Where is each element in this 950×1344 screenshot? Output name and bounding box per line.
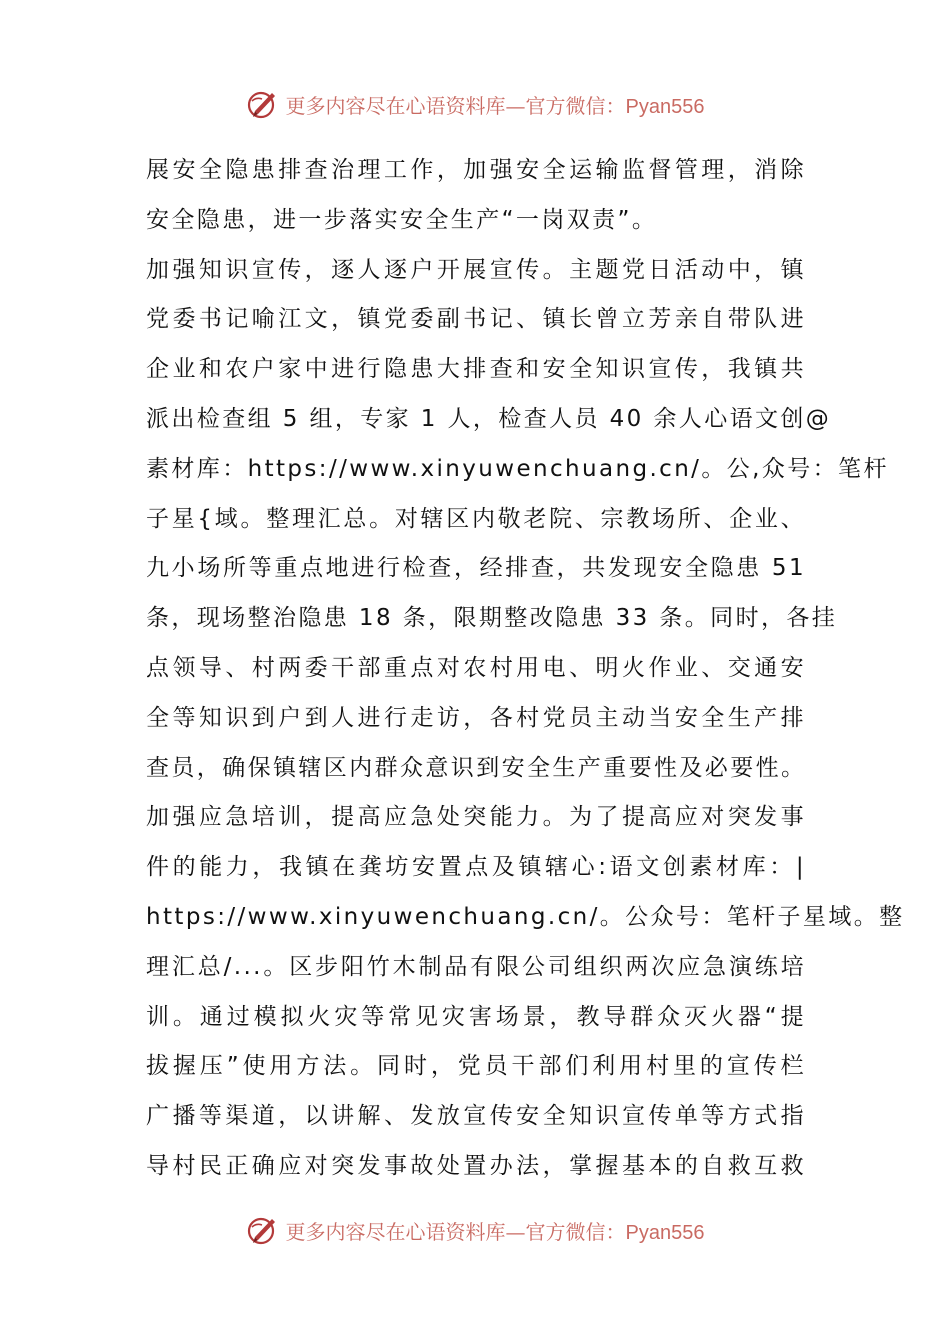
footer-banner-text [286, 1216, 705, 1245]
text-line: 党委书记喻江文，镇党委副书记、镇长曾立芳亲自带队进 [146, 306, 806, 333]
pen-logo-icon [246, 87, 280, 121]
header-banner [0, 84, 950, 124]
text-line: 展安全隐患排查治理工作，加强安全运输监督管理，消除 [146, 157, 806, 183]
text-line: 导村民正确应对突发事故处置办法，掌握基本的自救互救 [146, 1152, 806, 1179]
text-line: 广播等渠道，以讲解、发放宣传安全知识宣传单等方式指 [146, 1103, 806, 1130]
text-line: 理汇总/...。区步阳竹木制品有限公司组织两次应急演练培 [146, 953, 806, 980]
text-line: 安全隐患，进一步落实安全生产“一岗双责”。 [146, 206, 658, 233]
footer-banner [0, 1210, 950, 1250]
footer-banner-handle: Pyan556 [625, 1221, 705, 1244]
header-banner-label: 更多内容尽在心语资料库—官方微信： [285, 93, 626, 118]
header-banner-text [286, 90, 705, 119]
text-line: 点领导、村两委干部重点对农村用电、明火作业、交通安 [146, 654, 806, 681]
document-body [146, 146, 905, 1192]
text-line: 企业和农户家中进行隐患大排查和安全知识宣传，我镇共 [146, 356, 806, 383]
footer-banner-label: 更多内容尽在心语资料库—官方微信： [285, 1219, 626, 1244]
text-line: 素材库：https://www.xinyuwenchuang.cn/。公,众号：笔杆 [146, 455, 889, 482]
text-line: 派出检查组 5 组，专家 1 人，检查人员 40 余人心语文创@ [146, 405, 832, 432]
text-line: 拔握压”使用方法。同时，党员干部们利用村里的宣传栏 [146, 1053, 806, 1080]
text-line: 加强知识宣传，逐人逐户开展宣传。主题党日活动中，镇 [146, 256, 806, 283]
text-line: 件的能力，我镇在龚坊安置点及镇辖心:语文创素材库：| [146, 854, 806, 881]
text-line: https://www.xinyuwenchuang.cn/。公众号：笔杆子星域。整 [146, 903, 905, 930]
text-line: 条，现场整治隐患 18 条，限期整改隐患 33 条。同时，各挂 [146, 605, 838, 632]
text-line: 九小场所等重点地进行检查，经排查，共发现安全隐患 51 [146, 555, 806, 582]
text-line: 全等知识到户到人进行走访，各村党员主动当安全生产排 [146, 704, 806, 731]
pen-logo-icon [246, 1213, 280, 1247]
text-line: 加强应急培训，提高应急处突能力。为了提高应对突发事 [146, 804, 806, 831]
text-line: 训。通过模拟火灾等常见灾害场景，教导群众灭火器“提 [146, 1003, 806, 1030]
text-line: 查员，确保镇辖区内群众意识到安全生产重要性及必要性。 [146, 754, 807, 781]
header-banner-handle: Pyan556 [625, 95, 705, 118]
text-line: 子星{域。整理汇总。对辖区内敬老院、宗教场所、企业、 [146, 505, 806, 532]
